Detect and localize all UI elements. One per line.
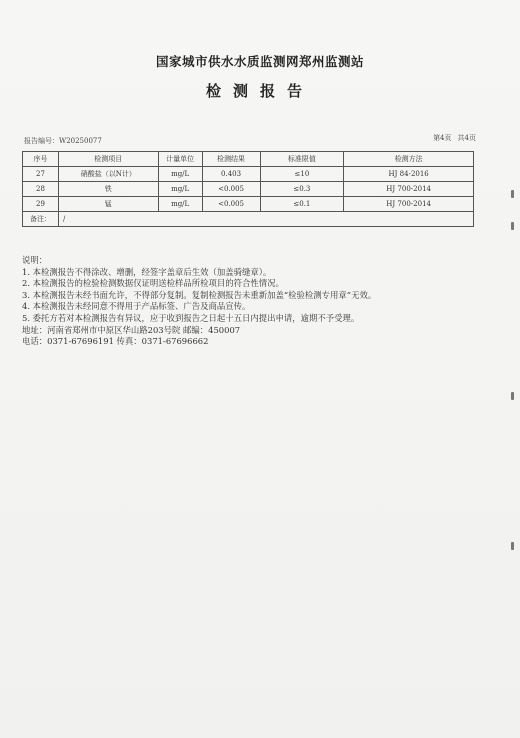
cell-item: 硝酸盐（以N计） (58, 167, 158, 182)
col-header-unit: 计量单位 (158, 152, 202, 167)
remark-row (23, 212, 474, 227)
report-number-value: W20250077 (59, 137, 102, 145)
page-indicator (427, 133, 476, 143)
cell-method: HJ 700-2014 (344, 182, 474, 197)
table-row (23, 182, 474, 197)
cell-method: HJ 84-2016 (344, 167, 474, 182)
col-header-method: 检测方法 (344, 152, 474, 167)
note-item: 2. 本检测报告的检验检测数据仅证明送检样品所检项目的符合性情况。 (22, 278, 284, 289)
cell-item: 铁 (58, 182, 158, 197)
page-number: 第4页 (433, 134, 452, 142)
cell-unit: mg/L (158, 197, 202, 212)
cell-no: 27 (23, 167, 59, 182)
organization-name: 国家城市供水水质监测网郑州监测站 (155, 54, 364, 69)
note-item: 1. 本检测报告不得涂改、增删，经签字盖章后生效（加盖骑缝章）。 (22, 266, 272, 277)
cell-unit: mg/L (158, 167, 202, 182)
notes-heading: 说明： (22, 255, 48, 265)
cell-no: 29 (23, 197, 59, 212)
col-header-item: 检测项目 (58, 152, 158, 167)
col-header-limit: 标准限值 (260, 152, 344, 167)
report-number-label: 报告编号： (24, 137, 59, 145)
col-header-result: 检测结果 (202, 152, 260, 167)
notes-section (22, 255, 492, 348)
remark-label: 备注： (23, 212, 59, 227)
col-header-no: 序号 (23, 152, 59, 167)
cell-no: 28 (23, 182, 59, 197)
page-total: 共4页 (457, 134, 476, 142)
remark-value: / (58, 212, 473, 227)
results-table (22, 151, 474, 227)
cell-limit: ≤0.1 (260, 197, 344, 212)
cell-item: 锰 (58, 197, 158, 212)
address-line: 地址：河南省郑州市中原区华山路203号院 邮编：450007 (22, 324, 241, 335)
cell-result: 0.403 (202, 167, 260, 182)
page-edge-mark (511, 190, 514, 198)
note-item: 3. 本检测报告未经书面允许，不得部分复制。复制检测报告未重新加盖“检验检测专用章”无效。 (22, 289, 377, 300)
table-header-row (23, 152, 474, 167)
note-item: 5. 委托方若对本检测报告有异议，应于收到报告之日起十五日内提出申请，逾期不予受理。 (22, 312, 360, 323)
table-row (23, 197, 474, 212)
page-edge-mark (511, 222, 514, 230)
page-edge-mark (511, 392, 514, 400)
report-number (24, 136, 102, 146)
cell-result: <0.005 (202, 182, 260, 197)
cell-method: HJ 700-2014 (344, 197, 474, 212)
note-item: 4. 本检测报告未经同意不得用于产品标签、广告及商品宣传。 (22, 301, 251, 312)
page-edge-mark (511, 542, 514, 550)
cell-unit: mg/L (158, 182, 202, 197)
table-row (23, 167, 474, 182)
cell-limit: ≤10 (260, 167, 344, 182)
phone-line: 电话：0371-67696191 传真：0371-67696662 (22, 336, 209, 347)
report-title: 检测报告 (205, 82, 314, 100)
cell-limit: ≤0.3 (260, 182, 344, 197)
cell-result: <0.005 (202, 197, 260, 212)
